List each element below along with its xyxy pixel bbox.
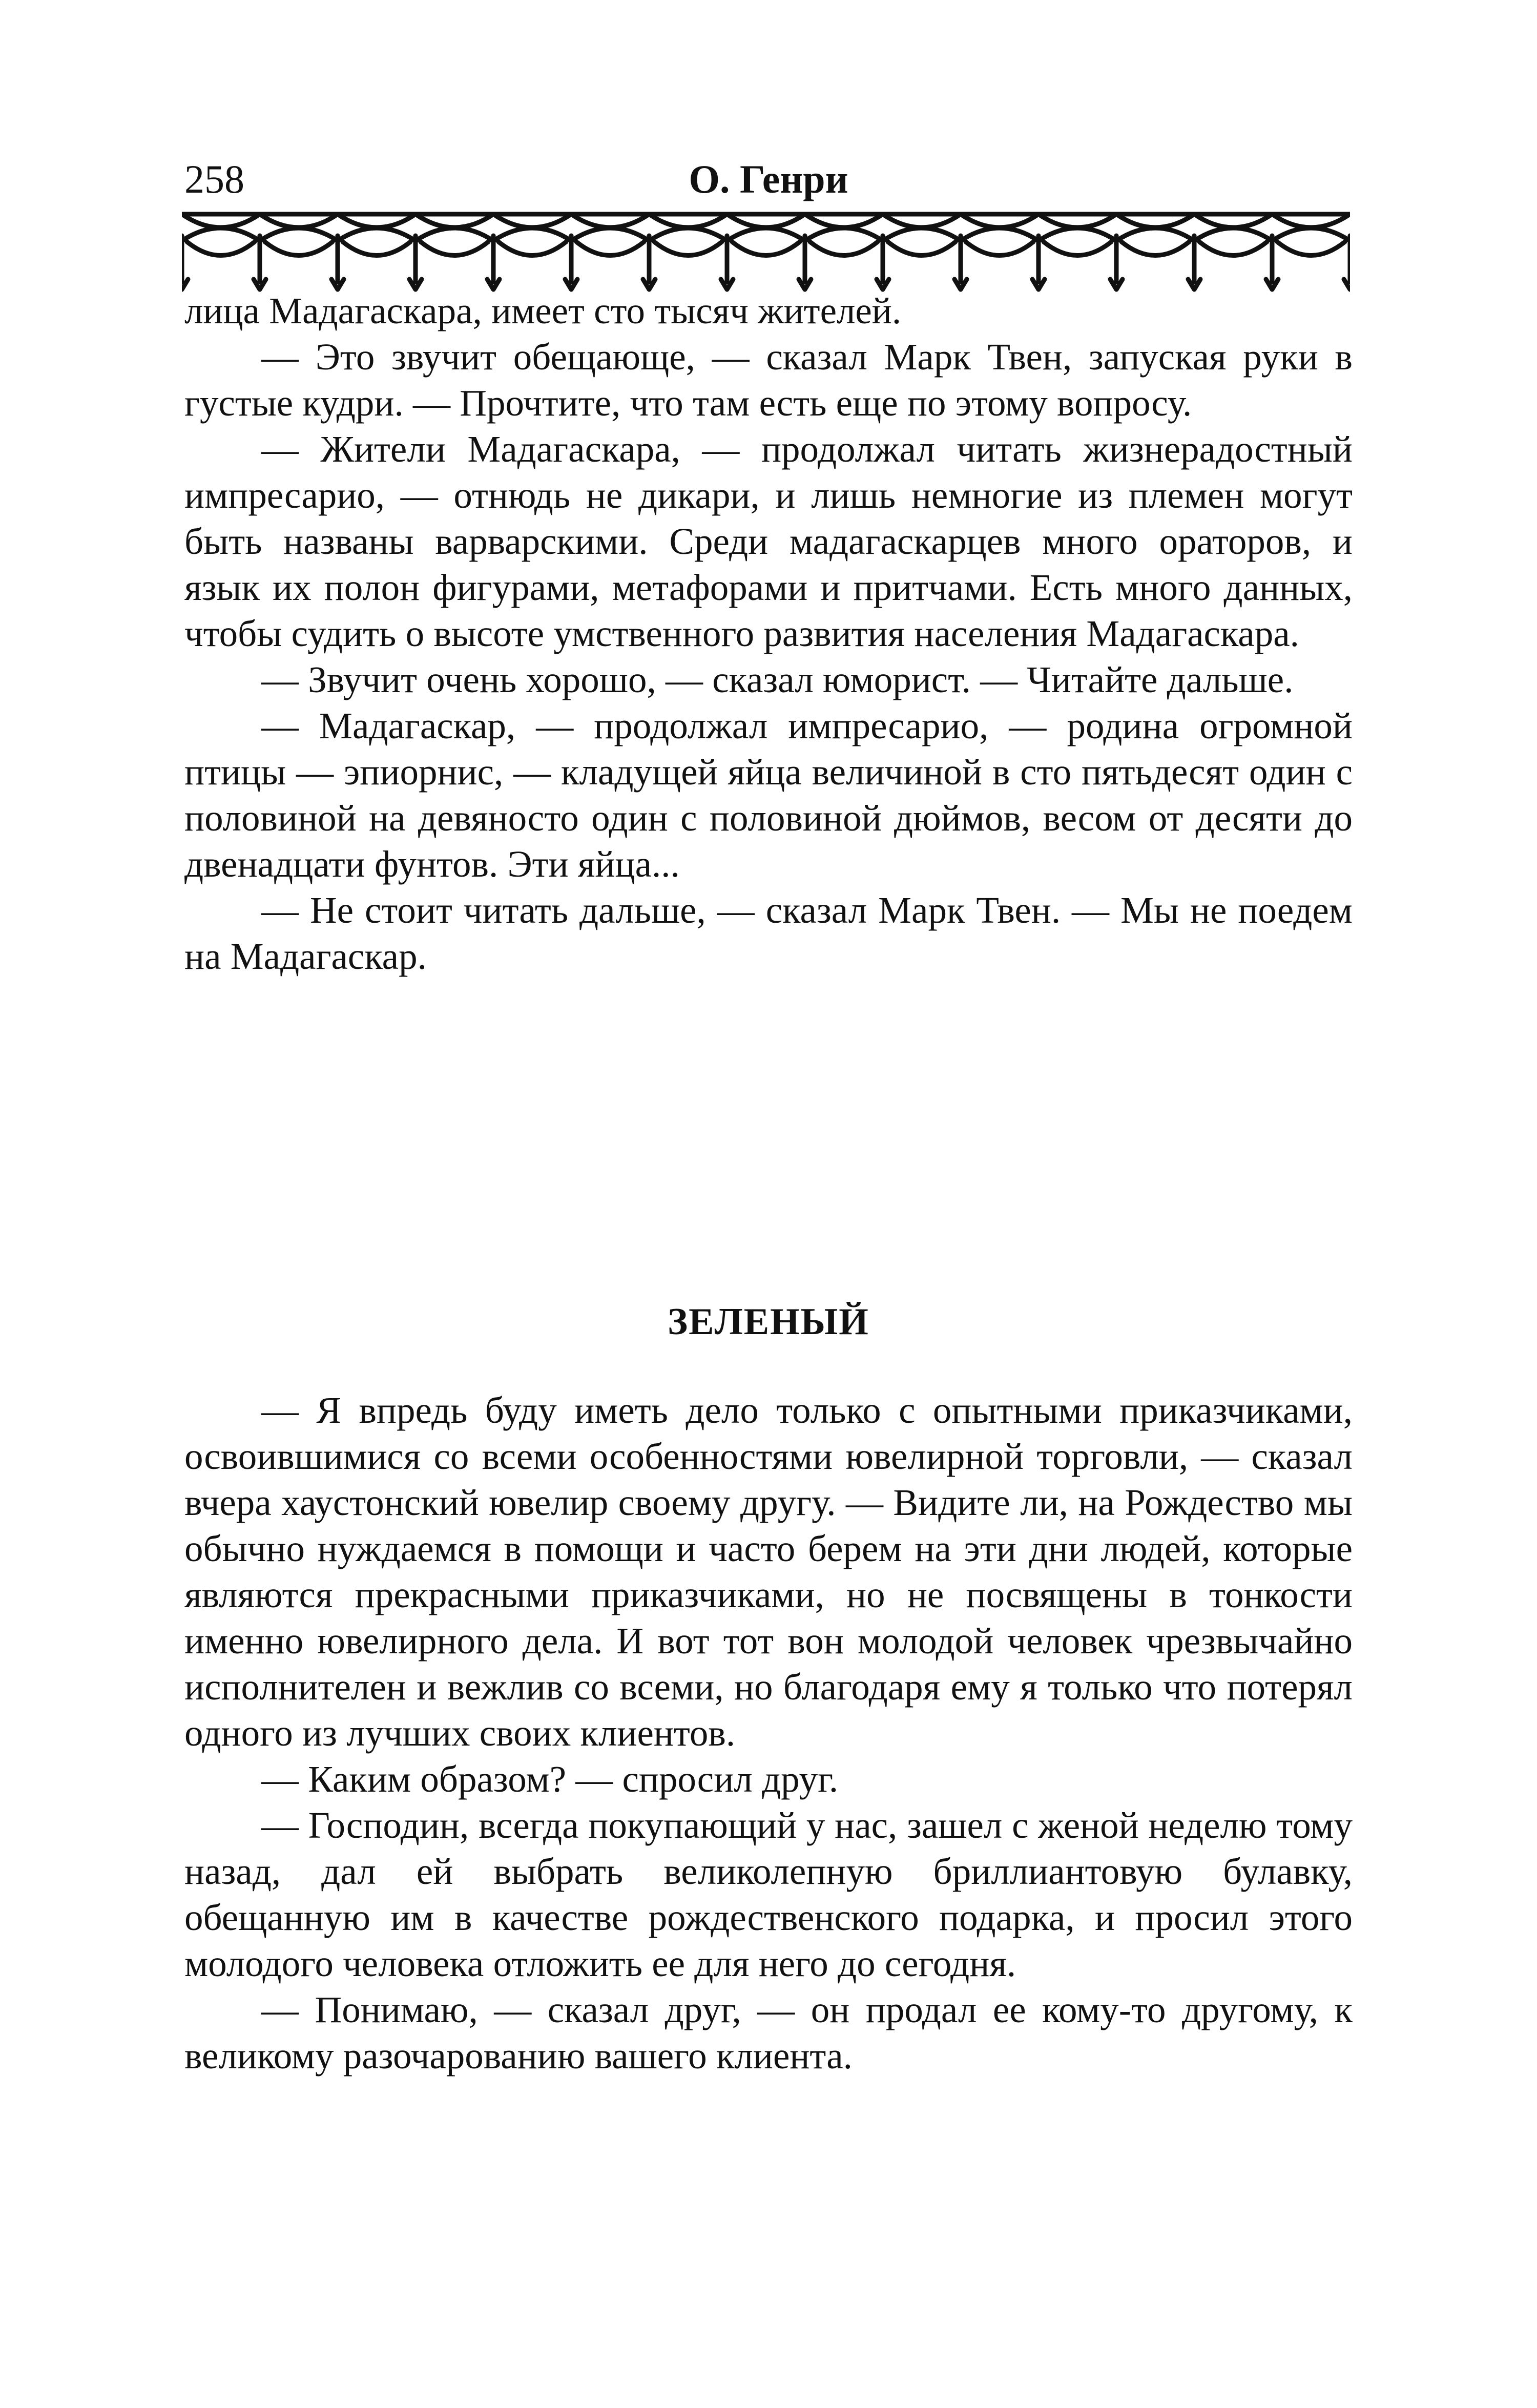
running-title: О. Генри bbox=[689, 157, 848, 201]
paragraph: лица Мадагаскара, имеет сто тысяч жителей. bbox=[184, 290, 902, 331]
text-block-story bbox=[184, 1387, 1353, 2079]
paragraph: — Мадагаскар, — продолжал импресарио, — родина огромной птицы — эпиорнис, — кладущей яйца величиной в сто пятьдесят один с половиной на девяносто один с половиной дюймов, весом от десяти до двенадцати фунтов. Эти яйца... bbox=[184, 705, 1353, 885]
paragraph: — Каким образом? — спросил друг. bbox=[261, 1758, 839, 1800]
paragraph: — Жители Мадагаскара, — продолжал читать жизнерадостный импресарио, — отнюдь не дикари, и лишь немногие из племен могут быть названы варварскими. Среди мадагаскарцев много ораторов, и язык их полон фигурами, метафорами и притчами. Есть много данных, чтобы судить о высоте умственного развития населения Мадагаскара. bbox=[184, 428, 1353, 654]
ornament-scallops bbox=[182, 214, 1350, 256]
page-number: 258 bbox=[184, 157, 244, 201]
paragraph: — Звучит очень хорошо, — сказал юморист. — Читайте дальше. bbox=[261, 659, 1294, 700]
story-title: ЗЕЛЕНЫЙ bbox=[668, 1301, 869, 1343]
decorative-ornament-band bbox=[182, 205, 1350, 297]
paragraph: — Это звучит обещающе, — сказал Марк Твен, запуская руки в густые кудри. — Прочтите, что там есть еще по этому вопросу. bbox=[184, 336, 1353, 424]
running-head bbox=[184, 154, 1353, 205]
paragraph: — Господин, всегда покупающий у нас, зашел с женой неделю тому назад, дал ей выбрать великолепную бриллиантовую булавку, обещанную им в качестве рождественского подарка, и просил этого молодого человека отложить ее для него до сегодня. bbox=[184, 1804, 1353, 1984]
paragraph: — Понимаю, — сказал друг, — он продал ее кому-то другому, к великому разочарованию вашего клиента. bbox=[184, 1989, 1353, 2077]
paragraph: — Я впредь буду иметь дело только с опытными приказчиками, освоившимися со всеми особенностями ювелирной торговли, — сказал вчера хаустонский ювелир своему другу. — Видите ли, на Рождество мы обычно нуждаемся в помощи и часто берем на эти дни людей, которые являются прекрасными приказчиками, но не посвящены в тонкости именно ювелирного дела. И вот тот вон молодой человек чрезвычайно исполнителен и вежлив со всеми, но благодаря ему я только что потерял одного из лучших своих клиентов. bbox=[184, 1389, 1353, 1754]
text-block-top bbox=[184, 288, 1353, 980]
paragraph: — Не стоит читать дальше, — сказал Марк Твен. — Мы не поедем на Мадагаскар. bbox=[184, 889, 1353, 977]
